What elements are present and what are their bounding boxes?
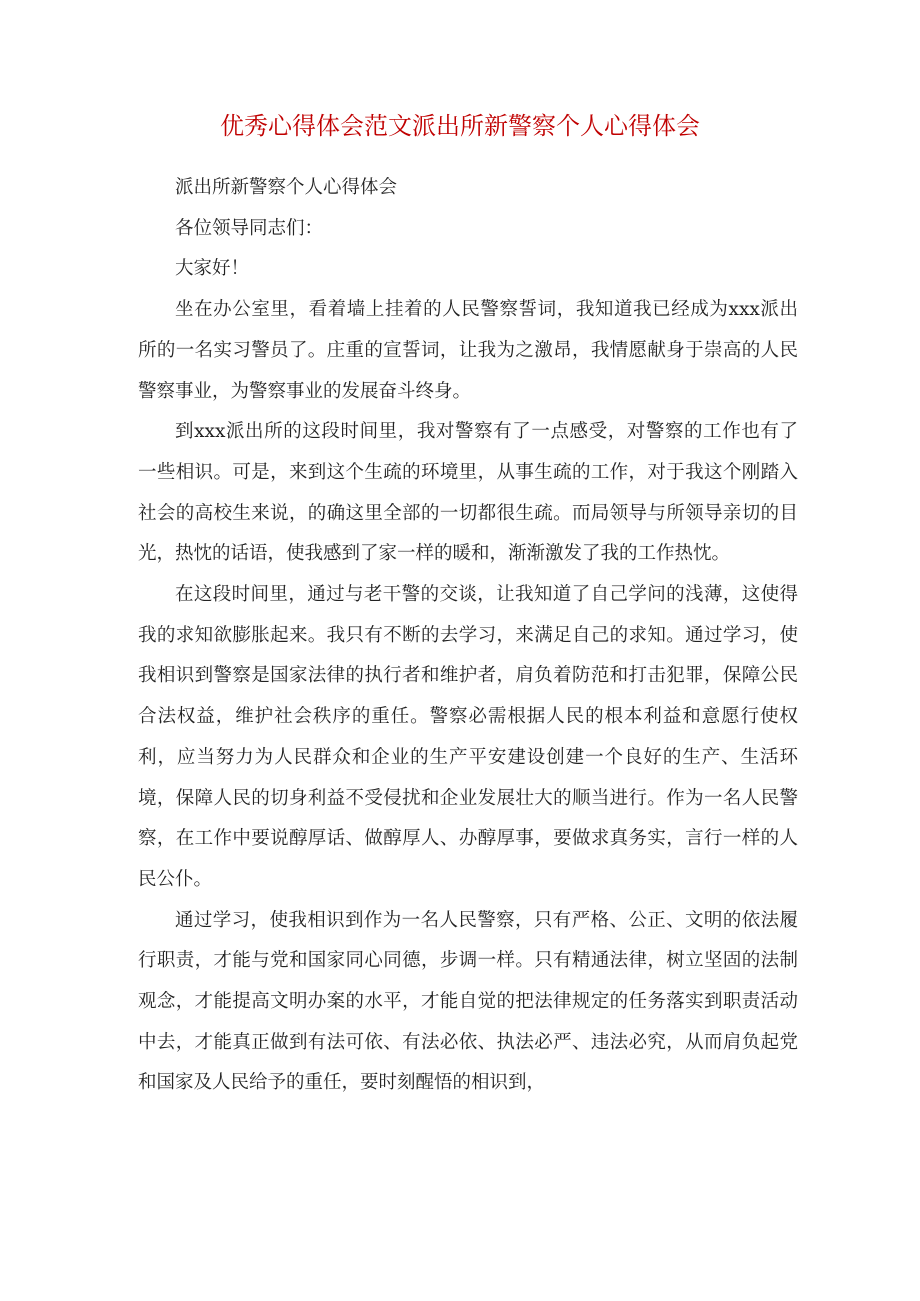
salutation-line: 各位领导同志们： (175, 217, 324, 239)
subtitle-line: 派出所新警察个人心得体会 (175, 177, 398, 198)
document-title: 优秀心得体会范文派出所新警察个人心得体会 (220, 112, 700, 140)
body-paragraph: 到xxx派出所的这段时间里，我对警察有了一点感受，对警察的工作也有了一些相识。可是，来到这个生疏的环境里，从事生疏的工作，对于我这个刚踏入社会的高校生来说，的确这里全部的一切都很生疏。而局领导与所领导亲切的目光，热忱的话语，使我感到了家一样的暖和，渐渐激发了我的工作热忱。 (138, 421, 798, 565)
greeting-line: 大家好！ (175, 258, 250, 280)
body-paragraph: 通过学习，使我相识到作为一名人民警察，只有严格、公正、文明的依法履行职责，才能与党和国家同心同德，步调一样。只有精通法律，树立坚固的法制观念，才能提高文明办案的水平，才能自觉的把法律规定的任务落实到职责活动中去，才能真正做到有法可依、有法必依、执法必严、违法必究，从而肩负起党和国家及人民给予的重任，要时刻醒悟的相识到， (138, 909, 798, 1094)
body-paragraph: 在这段时间里，通过与老干警的交谈，让我知道了自己学问的浅薄，这使得我的求知欲膨胀起来。我只有不断的去学习，来满足自己的求知。通过学习，使我相识到警察是国家法律的执行者和维护者，肩负着防范和打击犯罪，保障公民合法权益，维护社会秩序的重任。警察必需根据人民的根本利益和意愿行使权利，应当努力为人民群众和企业的生产平安建设创建一个良好的生产、生活环境，保障人民的切身利益不受侵扰和企业发展壮大的顺当进行。作为一名人民警察，在工作中要说醇厚话、做醇厚人、办醇厚事，要做求真务实，言行一样的人民公仆。 (138, 584, 798, 890)
body-paragraph: 坐在办公室里，看着墙上挂着的人民警察誓词，我知道我已经成为xxx派出所的一名实习警员了。庄重的宣誓词，让我为之激昂，我情愿献身于崇高的人民警察事业，为警察事业的发展奋斗终身。 (138, 299, 798, 402)
document-body (138, 168, 798, 1104)
